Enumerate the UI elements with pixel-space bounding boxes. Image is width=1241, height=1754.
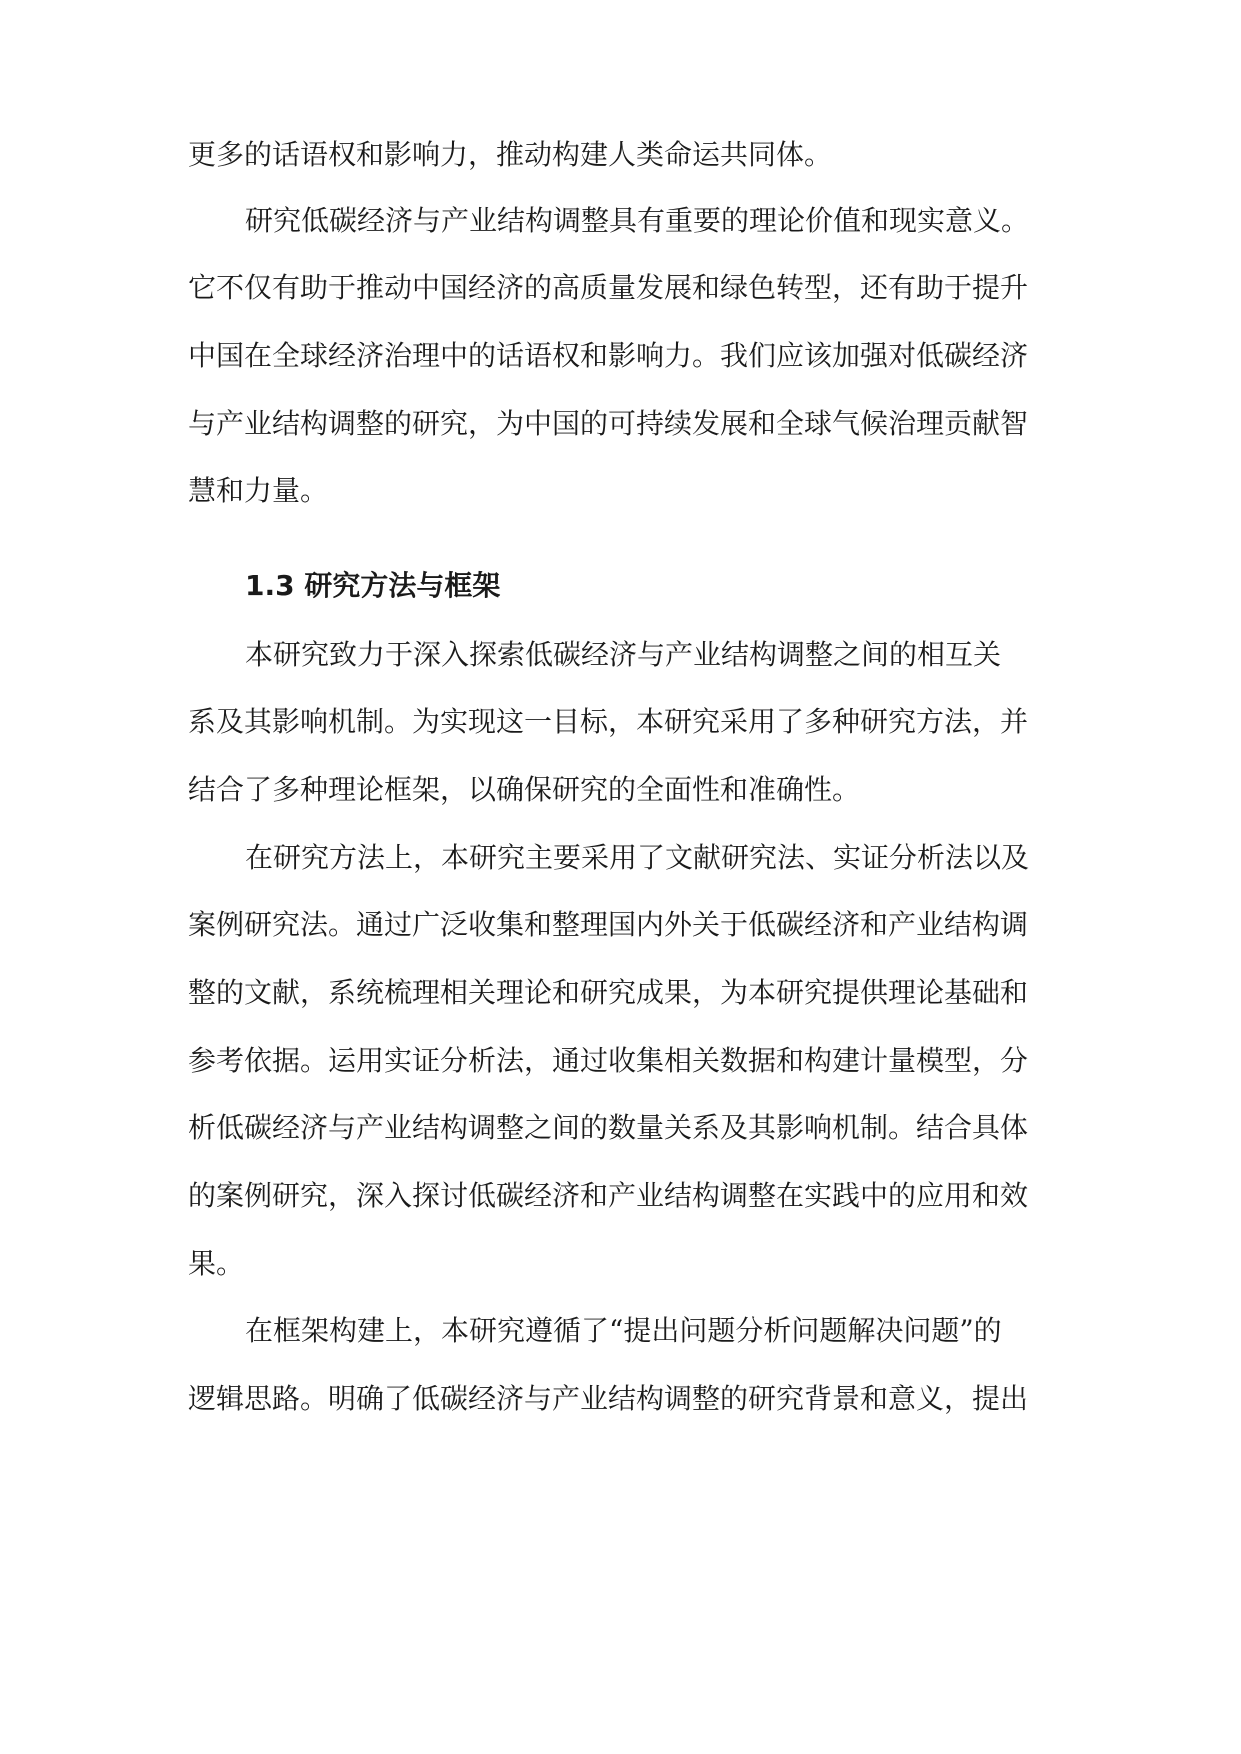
section-heading: 1.3 研究方法与框架 bbox=[245, 569, 501, 602]
paragraph-first-line: 本研究致力于深入探索低碳经济与产业结构调整之间的相互关 bbox=[245, 638, 1002, 671]
text-line: 参考依据。运用实证分析法，通过收集相关数据和构建计量模型，分 bbox=[188, 1044, 1029, 1077]
text-line: 逻辑思路。明确了低碳经济与产业结构调整的研究背景和意义，提出 bbox=[188, 1382, 1029, 1415]
paragraph-first-line: 在框架构建上，本研究遵循了“提出问题分析问题解决问题”的 bbox=[245, 1314, 1002, 1347]
text-line: 果。 bbox=[188, 1247, 245, 1280]
text-line: 整的文献，系统梳理相关理论和研究成果，为本研究提供理论基础和 bbox=[188, 976, 1029, 1009]
text-line: 案例研究法。通过广泛收集和整理国内外关于低碳经济和产业结构调 bbox=[188, 908, 1029, 941]
text-line: 更多的话语权和影响力，推动构建人类命运共同体。 bbox=[188, 138, 833, 171]
paragraph-first-line: 研究低碳经济与产业结构调整具有重要的理论价值和现实意义。 bbox=[245, 204, 1030, 237]
text-line: 中国在全球经济治理中的话语权和影响力。我们应该加强对低碳经济 bbox=[188, 339, 1029, 372]
text-line: 析低碳经济与产业结构调整之间的数量关系及其影响机制。结合具体 bbox=[188, 1111, 1029, 1144]
text-line: 结合了多种理论框架，以确保研究的全面性和准确性。 bbox=[188, 773, 861, 806]
text-line: 与产业结构调整的研究，为中国的可持续发展和全球气候治理贡献智 bbox=[188, 407, 1029, 440]
text-line: 的案例研究，深入探讨低碳经济和产业结构调整在实践中的应用和效 bbox=[188, 1179, 1029, 1212]
text-line: 系及其影响机制。为实现这一目标，本研究采用了多种研究方法，并 bbox=[188, 705, 1029, 738]
text-line: 慧和力量。 bbox=[188, 474, 329, 507]
paragraph-first-line: 在研究方法上，本研究主要采用了文献研究法、实证分析法以及 bbox=[245, 841, 1030, 874]
text-line: 它不仅有助于推动中国经济的高质量发展和绿色转型，还有助于提升 bbox=[188, 271, 1029, 304]
